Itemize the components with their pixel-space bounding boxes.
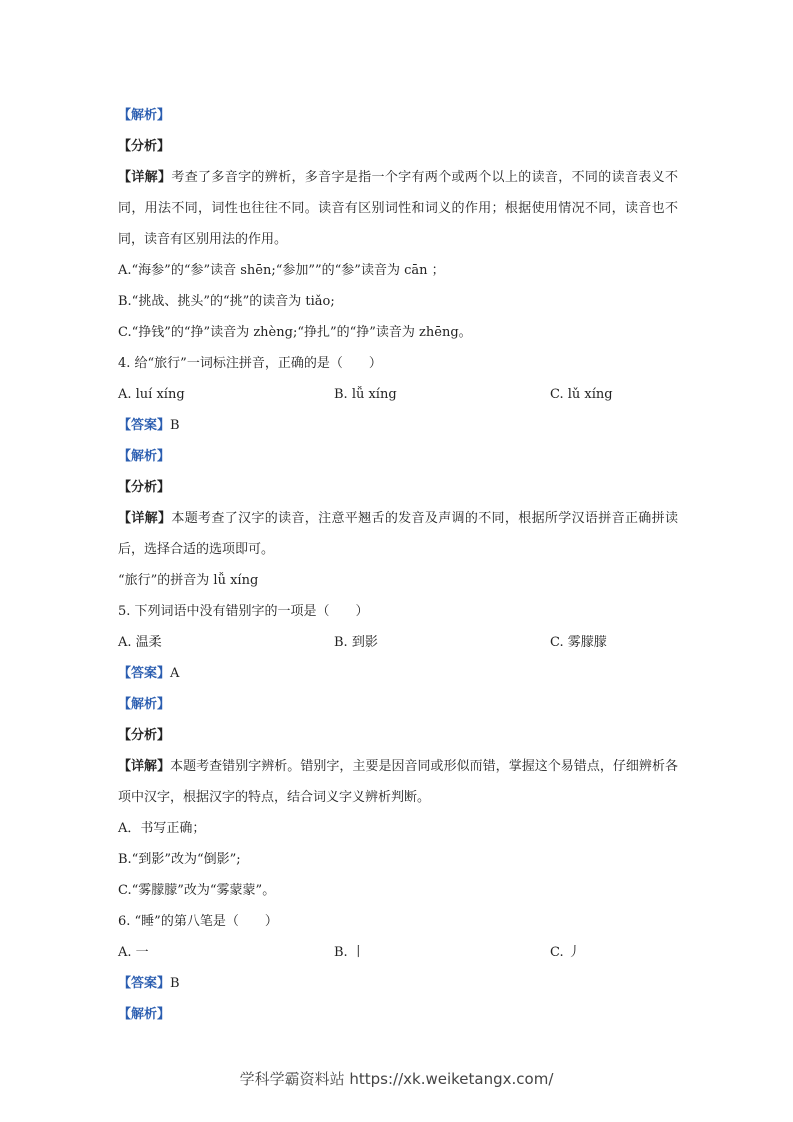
- tag-label: 【答案】: [118, 418, 171, 433]
- text-line: “旅行”的拼音为 lǚ xíng: [118, 573, 259, 588]
- page-footer: 学科学霸资料站 https://xk.weiketangx.com/: [239, 1070, 554, 1088]
- tag-line: [118, 100, 678, 131]
- detail-label: 【详解】: [118, 759, 171, 774]
- detail-label: 【详解】: [118, 170, 172, 185]
- option-a: A. 温柔: [118, 635, 162, 650]
- tag-label: 【解析】: [118, 108, 171, 123]
- detail-paragraph: [118, 751, 678, 813]
- detail-text: 本题考查了汉字的读音，注意平翘舌的发音及声调的不同，根据所学汉语拼音正确拼读后，选择合适的选项即可。: [118, 511, 678, 557]
- text-line: B.“挑战、挑头”的“挑”的读音为 tiǎo;: [118, 294, 335, 309]
- section-label: 【分析】: [118, 480, 171, 495]
- tag-value: B: [170, 418, 180, 433]
- detail-paragraph: [118, 503, 678, 565]
- option-c: C. lǔ xíng: [550, 387, 613, 402]
- tag-label: 【答案】: [118, 976, 171, 991]
- text-line: A．书写正确；: [118, 821, 206, 836]
- option-c: C. 丿: [550, 945, 581, 960]
- text-line: C.“挣钱”的“挣”读音为 zhèng;“挣扎”的“挣”读音为 zhēng。: [118, 325, 472, 340]
- tag-label: 【解析】: [118, 697, 171, 712]
- tag-value: A: [170, 666, 180, 681]
- tag-line: [118, 999, 678, 1030]
- tag-value: B: [170, 976, 180, 991]
- section-label: 【分析】: [118, 139, 171, 154]
- text-line: A.“海参”的“参”读音 shēn;“参加””的“参”读音为 cān ；: [118, 263, 445, 278]
- document-body: [118, 100, 678, 1030]
- tag-line: [118, 410, 678, 441]
- detail-paragraph: [118, 162, 678, 255]
- detail-text: 考查了多音字的辨析，多音字是指一个字有两个或两个以上的读音，不同的读音表义不同，用法不同，词性也往往不同。读音有区别词性和词义的作用；根据使用情况不同，读音也不同，读音有区别用法的作用。: [118, 170, 678, 247]
- detail-text: 本题考查错别字辨析。错别字，主要是因音同或形似而错，掌握这个易错点，仔细辨析各项中汉字，根据汉字的特点，结合词义字义辨析判断。: [118, 759, 678, 805]
- option-b: B. lǚ xíng: [334, 387, 397, 402]
- text-line: 6. “睡”的第八笔是（ ）: [118, 914, 278, 929]
- section-label: 【分析】: [118, 728, 171, 743]
- option-row: [118, 379, 678, 410]
- tag-label: 【解析】: [118, 449, 171, 464]
- option-c: C. 雾朦朦: [550, 635, 607, 650]
- text-line: 5. 下列词语中没有错别字的一项是（ ）: [118, 604, 369, 619]
- option-a: A. 一: [118, 945, 149, 960]
- tag-line: [118, 968, 678, 999]
- tag-line: [118, 441, 678, 472]
- option-b: B. 丨: [334, 945, 365, 960]
- text-line: B.“到影”改为“倒影”;: [118, 852, 241, 867]
- tag-line: [118, 658, 678, 689]
- option-a: A. luí xíng: [118, 387, 185, 402]
- option-b: B. 到影: [334, 635, 378, 650]
- text-line: C.“雾朦朦”改为“雾蒙蒙”。: [118, 883, 276, 898]
- tag-line: [118, 689, 678, 720]
- tag-label: 【答案】: [118, 666, 171, 681]
- detail-label: 【详解】: [118, 511, 172, 526]
- tag-label: 【解析】: [118, 1007, 171, 1022]
- text-line: 4. 给“旅行”一词标注拼音，正确的是（ ）: [118, 356, 382, 371]
- option-row: [118, 937, 678, 968]
- option-row: [118, 627, 678, 658]
